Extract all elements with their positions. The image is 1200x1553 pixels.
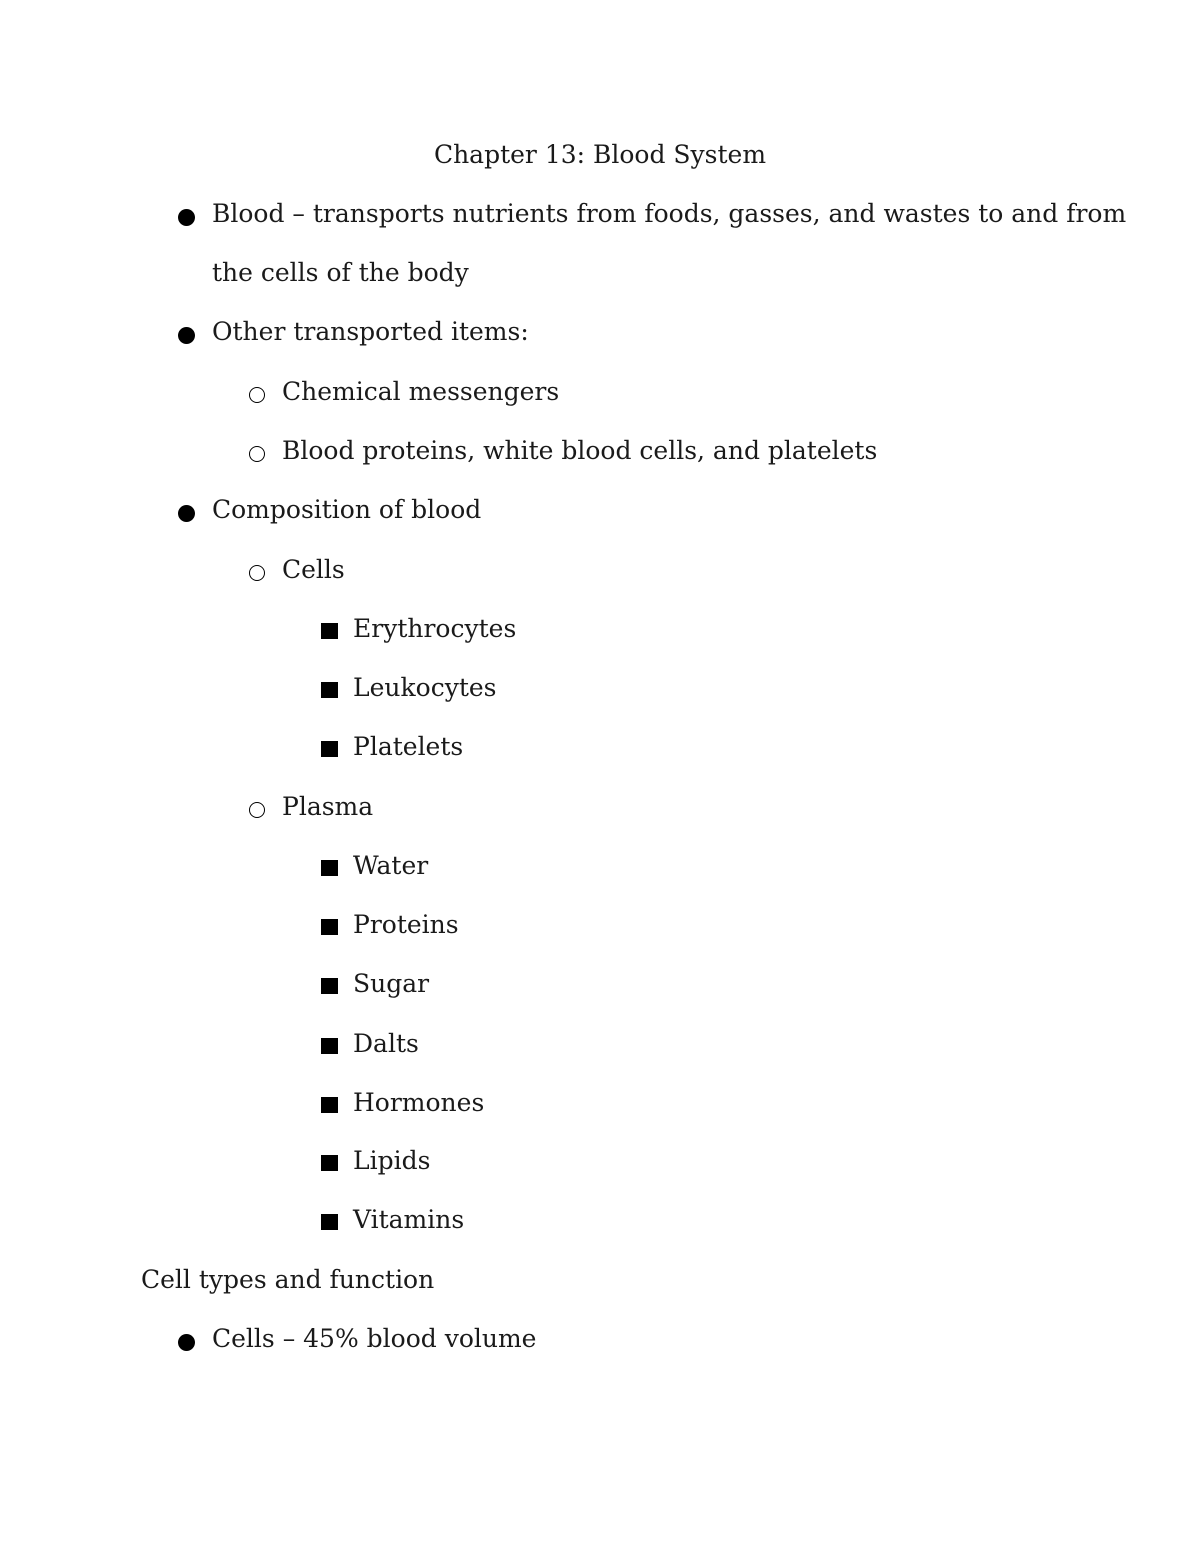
list-item-cells: Cells	[282, 555, 345, 584]
disc-bullet-icon	[178, 327, 195, 344]
composition-of-blood: Composition of blood	[212, 495, 482, 524]
circle-bullet-icon	[249, 802, 265, 818]
square-bullet-icon	[321, 1038, 338, 1054]
list-item-plasma: Plasma	[282, 792, 374, 821]
list-item-blood-proteins: Blood proteins, white blood cells, and platelets	[282, 436, 878, 465]
circle-bullet-icon	[249, 446, 265, 462]
square-bullet-icon	[321, 1155, 338, 1171]
list-item-leukocytes: Leukocytes	[353, 673, 497, 702]
square-bullet-icon	[321, 623, 338, 639]
list-item-hormones: Hormones	[353, 1088, 485, 1117]
square-bullet-icon	[321, 978, 338, 994]
circle-bullet-icon	[249, 565, 265, 581]
list-item-dalts: Dalts	[353, 1029, 419, 1058]
square-bullet-icon	[321, 741, 338, 757]
disc-bullet-icon	[178, 209, 195, 226]
square-bullet-icon	[321, 1214, 338, 1230]
section-heading: Cell types and function	[141, 1265, 435, 1294]
list-item-erythrocytes: Erythrocytes	[353, 614, 517, 643]
cells-blood-volume: Cells – 45% blood volume	[212, 1324, 537, 1353]
other-transported-items: Other transported items:	[212, 317, 529, 346]
list-item-platelets: Platelets	[353, 732, 464, 761]
square-bullet-icon	[321, 1097, 338, 1113]
circle-bullet-icon	[249, 387, 265, 403]
square-bullet-icon	[321, 860, 338, 876]
square-bullet-icon	[321, 919, 338, 935]
list-item-water: Water	[353, 851, 429, 880]
square-bullet-icon	[321, 682, 338, 698]
list-item-proteins: Proteins	[353, 910, 459, 939]
list-item-lipids: Lipids	[353, 1146, 431, 1175]
blood-definition-line-1: Blood – transports nutrients from foods, gasses, and wastes to and from	[212, 199, 1127, 228]
list-item-chemical-messengers: Chemical messengers	[282, 377, 560, 406]
list-item-vitamins: Vitamins	[353, 1205, 465, 1234]
disc-bullet-icon	[178, 1334, 195, 1351]
list-item-sugar: Sugar	[353, 969, 430, 998]
disc-bullet-icon	[178, 505, 195, 522]
blood-definition-line-2: the cells of the body	[212, 258, 469, 287]
page-title: Chapter 13: Blood System	[433, 140, 767, 169]
